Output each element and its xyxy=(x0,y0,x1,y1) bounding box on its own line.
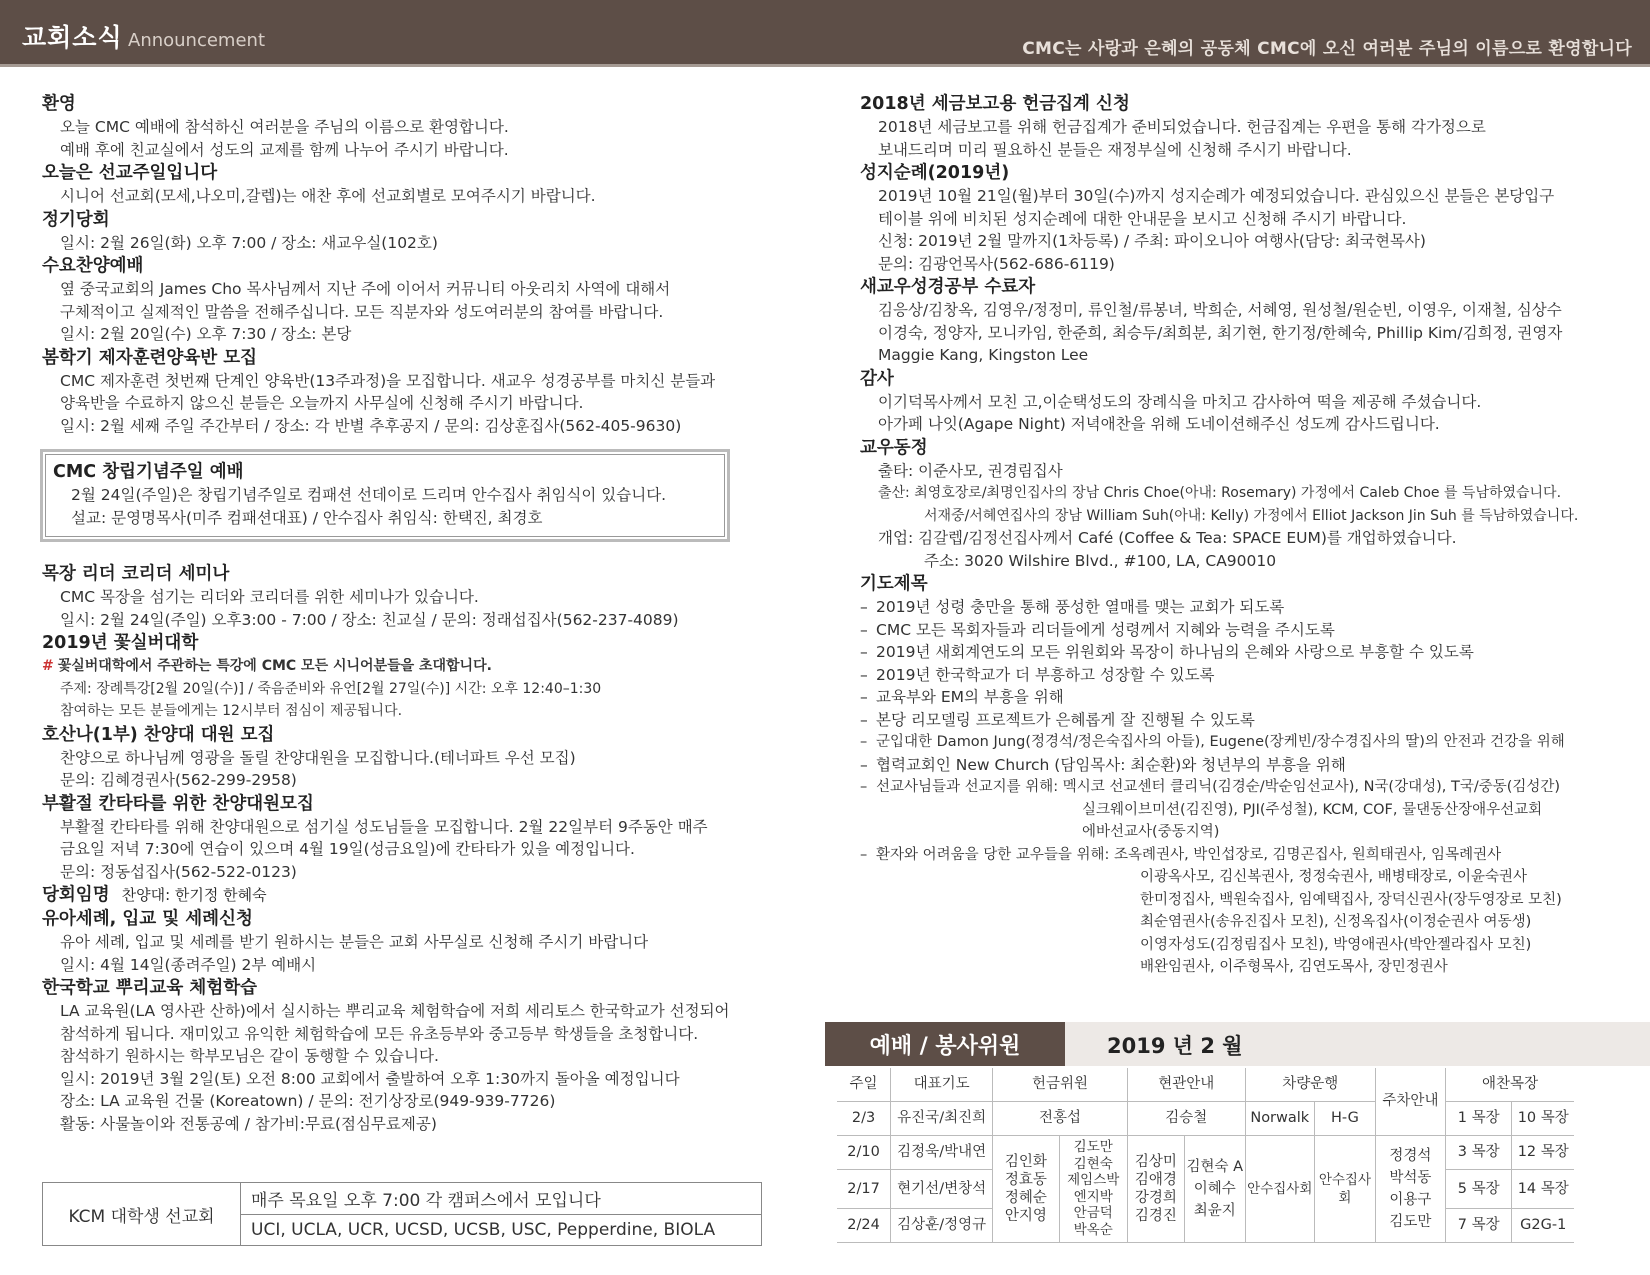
schedule-table xyxy=(837,1068,1634,1243)
appointment-value: 찬양대: 한기정 한혜숙 xyxy=(121,886,267,904)
text-line: CMC 목장을 섬기는 리더와 코리더를 위한 세미나가 있습니다. xyxy=(60,588,479,606)
text-line: 아가페 나잇(Agape Night) 저녁애찬을 위해 도네이션해주신 성도께 감사드립니다. xyxy=(878,415,1440,433)
section-korean-school xyxy=(42,976,782,1135)
hash-mark: # xyxy=(42,658,54,674)
kcm-schedule: 매주 목요일 오후 7:00 각 캠퍼스에서 모입니다 xyxy=(241,1183,761,1215)
section-title: 성지순례(2019년) xyxy=(860,163,1010,183)
table-row xyxy=(837,1101,1634,1135)
text-line: 양육반을 수료하지 않으신 분들은 오늘까지 사무실에 신청해 주시기 바랍니다. xyxy=(60,394,584,412)
cell-prayer: 김상훈/정영규 xyxy=(891,1208,993,1242)
header-welcome: CMC는 사랑과 은혜의 공동체 CMC에 오신 여러분 주님의 이름으로 환영합니다 xyxy=(1022,39,1632,59)
section-title: 한국학교 뿌리교육 체험학습 xyxy=(42,978,258,998)
cell-fellowship: 14 목장 xyxy=(1512,1169,1574,1208)
col-header: 헌금위원 xyxy=(993,1068,1128,1101)
cell-vehicle: Norwalk xyxy=(1245,1101,1314,1135)
text-line: LA 교육원(LA 영사관 산하)에서 실시하는 뿌리교육 체험학습에 저희 세리토스 한국학교가 선정되어 xyxy=(60,1002,730,1020)
patients-line: 최순염권사(송유진집사 모친), 신정옥집사(이정순권사 여동생) xyxy=(1140,914,1532,930)
text-line: 보내드리며 미리 필요하신 분들은 재정부실에 신청해 주시기 바랍니다. xyxy=(878,140,1352,159)
text-line: 구체적이고 실제적인 말씀을 전해주십니다. 모든 직분자와 성도여러분의 참여를 바랍니다. xyxy=(60,302,664,321)
section-title: 부활절 칸타타를 위한 찬양대원모집 xyxy=(42,793,314,814)
name: 김현숙 A xyxy=(1186,1158,1243,1175)
prayer-text: 군입대한 Damon Jung(정경석/정은숙집사의 아들), Eugene(장케빈/장수경집사의 딸)의 안전과 건강을 위해 xyxy=(876,734,1565,750)
text-line: 부활절 칸타타를 위해 찬양대원으로 섬기실 성도님들을 모집합니다. 2월 22일부터 9주동안 매주 xyxy=(60,817,708,836)
page-title: 교회소식 xyxy=(22,23,123,52)
prayer-text: 2019년 새회계연도의 모든 위원회와 목장이 하나님의 은혜와 사랑으로 부흥할 수 있도록 xyxy=(876,643,1474,661)
patients-line: 배완임권사, 이주형목사, 김연도목사, 장민정권사 xyxy=(1140,959,1448,975)
text-line: 2018년 세금보고를 위해 헌금집계가 준비되었습니다. 헌금집계는 우편을 통해 각가정으로 xyxy=(878,118,1486,136)
section-choir1 xyxy=(42,723,782,792)
text-line: 일시: 2월 26일(화) 오후 7:00 / 장소: 새교우실(102호) xyxy=(60,233,438,252)
prayer-text: 협력교회인 New Church (담임목사: 최순환)와 청년부의 부흥을 위해 xyxy=(876,755,1346,774)
text-line: 개업: 김갈렙/김정선집사께서 Café (Coffee & Tea: SPACE EUM)를 개업하였습니다. xyxy=(878,529,1457,547)
schedule-header xyxy=(825,1022,1650,1066)
cell-offering-group-b xyxy=(1059,1135,1127,1242)
text-line: 일시: 2월 24일(주일) 오후3:00 - 7:00 / 장소: 친교실 / 문의: 정래섭집사(562-237-4089) xyxy=(60,610,679,629)
col-header: 차량운행 xyxy=(1245,1068,1375,1101)
cell-prayer: 유진국/최진희 xyxy=(891,1101,993,1135)
text-line: 일시: 2월 세째 주일 주간부터 / 장소: 각 반별 추후공지 / 문의: 김상훈집사(562-405-9630) xyxy=(60,416,682,435)
dash-mark: – xyxy=(860,643,868,661)
missionary-line: 에바선교사(중동지역) xyxy=(1082,824,1220,840)
prayer-item xyxy=(860,686,1620,709)
name: 김도만 xyxy=(1073,1139,1113,1155)
text-line: CMC 제자훈련 첫번째 단계인 양육반(13주과정)을 모집합니다. 새교우 성경공부를 마치신 분들과 xyxy=(60,371,716,390)
name: 정혜순 xyxy=(1004,1189,1047,1206)
section-title: 감사 xyxy=(860,368,894,389)
section-discipleship xyxy=(42,346,782,438)
prayer-item xyxy=(860,619,1620,642)
section-cantata xyxy=(42,792,782,884)
section-news xyxy=(860,436,1620,573)
section-title: 2019년 꽃실버대학 xyxy=(42,633,199,653)
text-line: 테이블 위에 비치된 성지순례에 대한 안내문을 보시고 신청해 주시기 바랍니다. xyxy=(878,209,1407,228)
text-line: 문의: 정동섭집사(562-522-0123) xyxy=(60,862,297,881)
cell-vehicle: H-G xyxy=(1314,1101,1375,1135)
name: 안금덕 xyxy=(1073,1205,1113,1221)
name: 엔지박 xyxy=(1073,1188,1113,1205)
section-title: 정기당회 xyxy=(42,209,110,230)
section-title: 유아세례, 입교 및 세례신청 xyxy=(42,909,253,929)
section-title: CMC 창립기념주일 예배 xyxy=(53,462,244,482)
header-bar xyxy=(0,0,1650,67)
text-line: 참석하기 원하시는 학부모님은 같이 동행할 수 있습니다. xyxy=(60,1047,439,1065)
section-title xyxy=(42,883,782,907)
kcm-label: KCM 대학생 선교회 xyxy=(43,1183,241,1245)
name: 김경진 xyxy=(1134,1207,1177,1224)
text-line: 참여하는 모든 분들에게는 12시부터 점심이 제공됩니다. xyxy=(60,703,403,719)
section-title: 봄학기 제자훈련양육반 모집 xyxy=(42,347,258,368)
section-welcome xyxy=(42,92,782,161)
schedule-month: 2019 년 2 월 xyxy=(1107,1034,1243,1058)
text-line: 찬양으로 하나님께 영광을 돌릴 찬양대원을 모집합니다.(테너파트 우선 모집) xyxy=(60,748,576,767)
highlight-line xyxy=(42,655,782,678)
text-line: 일시: 2월 20일(수) 오후 7:30 / 장소: 본당 xyxy=(60,325,352,343)
highlight-text: 꽃실버대학에서 주관하는 특강에 CMC 모든 시니어분들을 초대합니다. xyxy=(57,658,492,674)
cell-date: 2/17 xyxy=(837,1169,891,1208)
patients-line: 이광옥사모, 김신복권사, 정정숙권사, 배병태장로, 이윤숙권사 xyxy=(1140,869,1528,885)
cell-vehicle-group: 안수집사회 xyxy=(1245,1135,1314,1242)
text-line: 참석하게 됩니다. 재미있고 유익한 체험학습에 모든 유초등부와 중고등부 학생들을 초청합니다. xyxy=(60,1024,699,1043)
cell-fellowship: G2G-1 xyxy=(1512,1208,1574,1242)
missionary-line: 실크웨이브미션(김진영), PJI(주성철), KCM, COF, 물댄동산장애우선교회 xyxy=(1082,801,1543,818)
appointment-title: 당회임명 xyxy=(42,885,110,905)
cell-fellowship: 12 목장 xyxy=(1512,1135,1574,1169)
section-tax xyxy=(860,92,1620,161)
text-line: 일시: 4월 14일(종려주일) 2부 예배시 xyxy=(60,955,317,974)
section-baptism xyxy=(42,907,782,976)
cell-offering: 전홍섭 xyxy=(993,1101,1128,1135)
cell-offering-group-a xyxy=(993,1135,1059,1242)
cell-date: 2/10 xyxy=(837,1135,891,1169)
prayer-item xyxy=(860,641,1620,664)
cell-date: 2/24 xyxy=(837,1208,891,1242)
cell-date: 2/3 xyxy=(837,1101,891,1135)
text-line: 설교: 문영명목사(미주 컴패션대표) / 안수집사 취임식: 한택진, 최경호 xyxy=(71,508,543,527)
table-row xyxy=(837,1135,1634,1169)
section-thanks xyxy=(860,367,1620,436)
text-line: 신청: 2019년 2월 말까지(1차등록) / 주최: 파이오니아 여행사(담당: 최국현목사) xyxy=(878,232,1426,250)
cell-usher-group-b xyxy=(1184,1135,1245,1242)
patients-line: 조옥례권사, 박인섭장로, 김명곤집사, 원희태권사, 임목례권사 xyxy=(1114,846,1502,863)
name: 안지영 xyxy=(1004,1207,1047,1224)
section-graduates xyxy=(860,275,1620,367)
prayer-item-missionary xyxy=(860,776,1620,799)
text-line: 출산: 최영호장로/최명인집사의 장남 Chris Choe(아내: Rosemary) 가정에서 Caleb Choe 를 득남하였습니다. xyxy=(878,485,1562,501)
cell-vehicle-group: 안수집사회 xyxy=(1314,1135,1375,1242)
cell-fellowship: 7 목장 xyxy=(1446,1208,1512,1242)
table-header-row xyxy=(837,1068,1634,1101)
text-line: 서재중/서혜연집사의 장남 William Suh(아내: Kelly) 가정에서 Elliot Jackson Jin Suh 를 득남하였습니다. xyxy=(924,507,1579,524)
prayer-item xyxy=(860,731,1620,754)
prayer-item xyxy=(860,596,1620,619)
dash-mark: – xyxy=(860,846,868,863)
col-header: 대표기도 xyxy=(891,1068,993,1101)
col-header: 현관안내 xyxy=(1127,1068,1245,1101)
missionary-line: 멕시코 선교센터 클리닉(김경순/박순임선교사), N국(강대성), T국/중동(김성간) xyxy=(1062,779,1561,795)
left-column xyxy=(42,92,782,1135)
cell-usher-group-a xyxy=(1127,1135,1184,1242)
cell-fellowship: 10 목장 xyxy=(1512,1101,1574,1135)
name: 최윤지 xyxy=(1193,1202,1236,1219)
cell-fellowship: 3 목장 xyxy=(1446,1135,1512,1169)
dash-mark: – xyxy=(860,620,868,639)
text-line: 이경숙, 정양자, 모니카임, 한준희, 최승두/최희분, 최기현, 한기정/한혜숙, Phillip Kim/김희정, 권영자 xyxy=(878,323,1563,342)
patients-line: 이영자성도(김정림집사 모친), 박영애권사(박안젤라집사 모친) xyxy=(1140,936,1532,953)
kcm-values xyxy=(241,1183,761,1245)
section-praise xyxy=(42,254,782,346)
name: 김애경 xyxy=(1134,1171,1177,1188)
section-pilgrimage xyxy=(860,161,1620,275)
dash-mark: – xyxy=(860,665,868,684)
name: 강경희 xyxy=(1134,1189,1177,1206)
name: 박옥순 xyxy=(1073,1221,1113,1238)
prayer-text: 2019년 성령 충만을 통해 풍성한 열매를 맺는 교회가 되도록 xyxy=(876,598,1285,616)
patients-line: 한미정집사, 백원숙집사, 임예택집사, 장덕신권사(장두영장로 모친) xyxy=(1140,891,1562,908)
text-line: 주제: 장례특강[2월 20일(수)] / 죽음준비와 유언[2월 27일(수)] 시간: 오후 12:40–1:30 xyxy=(60,680,602,697)
page-subtitle: Announcement xyxy=(128,30,266,51)
prayer-text: CMC 모든 목회자들과 리더들에게 성령께서 지혜와 능력을 주시도록 xyxy=(876,620,1335,639)
prayer-item xyxy=(860,754,1620,777)
cell-usher: 김승철 xyxy=(1127,1101,1245,1135)
text-line: 김응상/김창옥, 김영우/정정미, 류인철/류봉녀, 박희순, 서혜영, 원성철/원순빈, 이영우, 이재철, 심상수 xyxy=(878,301,1562,319)
dash-mark: – xyxy=(860,598,868,616)
section-title: 교우동정 xyxy=(860,437,928,458)
section-appointment xyxy=(42,883,782,907)
dash-mark: – xyxy=(860,710,868,729)
cell-parking-group xyxy=(1375,1135,1445,1242)
prayer-text: 2019년 한국학교가 더 부흥하고 성장할 수 있도록 xyxy=(876,665,1215,684)
name: 이혜수 xyxy=(1193,1180,1236,1197)
name: 김도만 xyxy=(1389,1213,1432,1230)
kcm-campuses: UCI, UCLA, UCR, UCSD, UCSB, USC, Pepperdine, BIOLA xyxy=(251,1219,716,1240)
section-mission xyxy=(42,161,782,208)
text-line: 활동: 사물놀이와 전통공예 / 참가비:무료(점심무료제공) xyxy=(60,1114,437,1133)
cell-prayer: 현기선/변창석 xyxy=(891,1169,993,1208)
name: 제임스박 xyxy=(1067,1172,1120,1188)
text-line: 문의: 김광언목사(562-686-6119) xyxy=(878,254,1115,273)
schedule-tab: 예배 / 봉사위원 xyxy=(825,1022,1065,1066)
text-line: 2월 24일(주일)은 창립기념주일로 컴패션 선데이로 드리며 안수집사 취임식이 있습니다. xyxy=(71,486,667,504)
section-title: 목장 리더 코리더 세미나 xyxy=(42,564,230,584)
text-line: 이기덕목사께서 모친 고,이순택성도의 장례식을 마치고 감사하여 떡을 제공해 주셨습니다. xyxy=(878,392,1482,411)
text-line: 금요일 저녁 7:30에 연습이 있으며 4월 19일(성금요일)에 칸타타가 있을 예정입니다. xyxy=(60,840,635,858)
kcm-box xyxy=(42,1182,762,1246)
dash-mark: – xyxy=(860,688,868,706)
text-line: 유아 세례, 입교 및 세례를 받기 원하시는 분들은 교회 사무실로 신청해 주시기 바랍니다 xyxy=(60,933,649,951)
section-title: 2018년 세금보고용 헌금집계 신청 xyxy=(860,94,1130,114)
col-header: 주차안내 xyxy=(1375,1068,1445,1135)
name: 김상미 xyxy=(1134,1153,1177,1170)
text-line: 옆 중국교회의 James Cho 목사님께서 지난 주에 이어서 커뮤니티 아웃리치 사역에 대해서 xyxy=(60,280,671,298)
cell-prayer: 김정욱/박내연 xyxy=(891,1135,993,1169)
dash-mark: – xyxy=(860,755,868,774)
section-prayer xyxy=(860,572,1620,979)
prayer-item xyxy=(860,664,1620,687)
text-line: 일시: 2019년 3월 2일(토) 오전 8:00 교회에서 출발하여 오후 1:30까지 돌아올 예정입니다 xyxy=(60,1069,680,1088)
section-title: 오늘은 선교주일입니다 xyxy=(42,163,218,183)
section-title: 수요찬양예배 xyxy=(42,256,144,276)
name: 김현숙 xyxy=(1073,1155,1113,1172)
cell-fellowship: 1 목장 xyxy=(1446,1101,1512,1135)
text-line: 오늘 CMC 예배에 참석하신 여러분을 주님의 이름으로 환영합니다. xyxy=(60,118,509,136)
text-line: 장소: LA 교육원 건물 (Koreatown) / 문의: 전기상장로(949-939-7726) xyxy=(60,1092,556,1110)
name: 이용구 xyxy=(1389,1191,1432,1208)
name: 정경석 xyxy=(1389,1147,1432,1164)
patients-label: 환자와 어려움을 당한 교우들을 위해: xyxy=(876,846,1110,863)
section-college xyxy=(42,631,782,723)
cell-fellowship: 5 목장 xyxy=(1446,1169,1512,1208)
name: 정효동 xyxy=(1004,1171,1047,1188)
section-title: 환영 xyxy=(42,94,76,114)
text-line: 출타: 이준사모, 권경림집사 xyxy=(878,461,1063,480)
name: 박석동 xyxy=(1389,1169,1432,1186)
name: 김인화 xyxy=(1004,1153,1047,1170)
col-header: 애찬목장 xyxy=(1446,1068,1575,1101)
section-title: 기도제목 xyxy=(860,574,928,594)
anniversary-box xyxy=(40,449,730,542)
section-seminar xyxy=(42,562,782,631)
dash-mark: – xyxy=(860,734,868,750)
dash-mark: – xyxy=(860,779,868,795)
prayer-text: 교육부와 EM의 부흥을 위해 xyxy=(876,688,1064,706)
section-title: 새교우성경공부 수료자 xyxy=(860,277,1036,297)
section-title: 호산나(1부) 찬양대 대원 모집 xyxy=(42,724,275,745)
text-line: Maggie Kang, Kingston Lee xyxy=(878,346,1089,364)
text-line: 문의: 김혜경권사(562-299-2958) xyxy=(60,771,297,789)
text-line: 주소: 3020 Wilshire Blvd., #100, LA, CA90010 xyxy=(924,551,1277,570)
section-meeting xyxy=(42,208,782,255)
text-line: 2019년 10월 21일(월)부터 30일(수)까지 성지순례가 예정되었습니다. 관심있으신 분들은 본당입구 xyxy=(878,187,1555,205)
prayer-item-patients xyxy=(860,844,1620,867)
missionary-label: 선교사님들과 선교지를 위해: xyxy=(876,779,1059,795)
right-column xyxy=(860,92,1620,979)
col-header: 주일 xyxy=(837,1068,891,1101)
text-line: 시니어 선교회(모세,나오미,갈렙)는 애찬 후에 선교회별로 모여주시기 바랍니다. xyxy=(60,187,596,205)
prayer-text: 본당 리모델링 프로젝트가 은혜롭게 잘 진행될 수 있도록 xyxy=(876,710,1255,729)
text-line: 예배 후에 친교실에서 성도의 교제를 함께 나누어 주시기 바랍니다. xyxy=(60,140,509,159)
prayer-item xyxy=(860,709,1620,732)
